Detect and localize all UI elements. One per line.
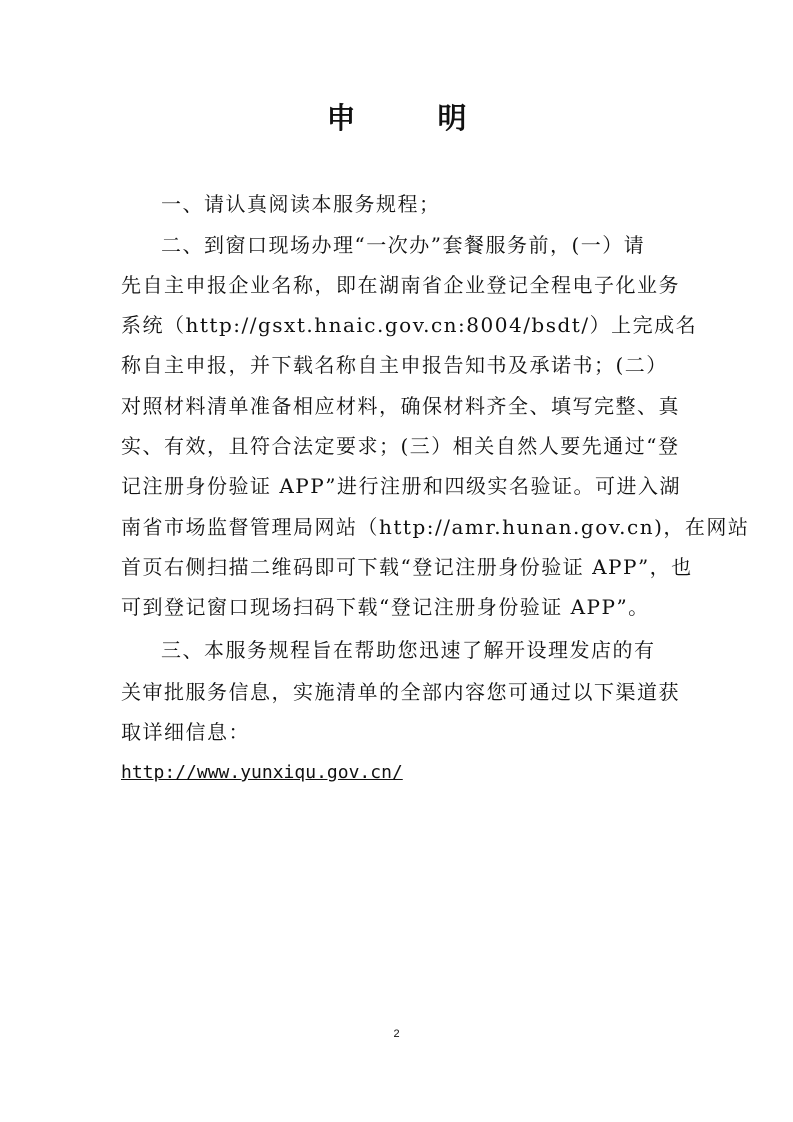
- page-title: 申 明: [326, 101, 503, 135]
- paragraph-line-1: 一、请认真阅读本服务规程；: [161, 192, 441, 216]
- paragraph-line-14: 取详细信息：: [121, 720, 250, 744]
- paragraph-line-11: 可到登记窗口现场扫码下载“登记注册身份验证 APP”。: [121, 595, 650, 619]
- paragraph-line-5: 称自主申报，并下载名称自主申报告知书及承诺书；(二）: [121, 353, 668, 377]
- paragraph-line-8: 记注册身份验证 APP”进行注册和四级实名验证。可进入湖: [121, 474, 681, 498]
- paragraph-line-3: 先自主申报企业名称，即在湖南省企业登记全程电子化业务: [121, 273, 680, 297]
- paragraph-line-6: 对照材料清单准备相应材料，确保材料齐全、填写完整、真: [121, 394, 680, 418]
- paragraph-line-12: 三、本服务规程旨在帮助您迅速了解开设理发店的有: [161, 638, 656, 662]
- website-link[interactable]: http://www.yunxiqu.gov.cn/: [121, 762, 403, 783]
- paragraph-line-4: 系统（http://gsxt.hnaic.gov.cn:8004/bsdt/）上完成名: [121, 313, 698, 337]
- paragraph-line-13: 关审批服务信息，实施清单的全部内容您可通过以下渠道获: [121, 680, 680, 704]
- paragraph-line-10: 首页右侧扫描二维码即可下载“登记注册身份验证 APP”，也: [121, 555, 693, 579]
- page-number: 2: [393, 1028, 400, 1040]
- paragraph-line-9: 南省市场监督管理局网站（http://amr.hunan.gov.cn)，在网站: [121, 515, 750, 539]
- paragraph-line-2: 二、到窗口现场办理“一次办”套餐服务前，(一）请: [161, 233, 646, 257]
- paragraph-line-7: 实、有效，且符合法定要求；(三）相关自然人要先通过“登: [121, 434, 680, 458]
